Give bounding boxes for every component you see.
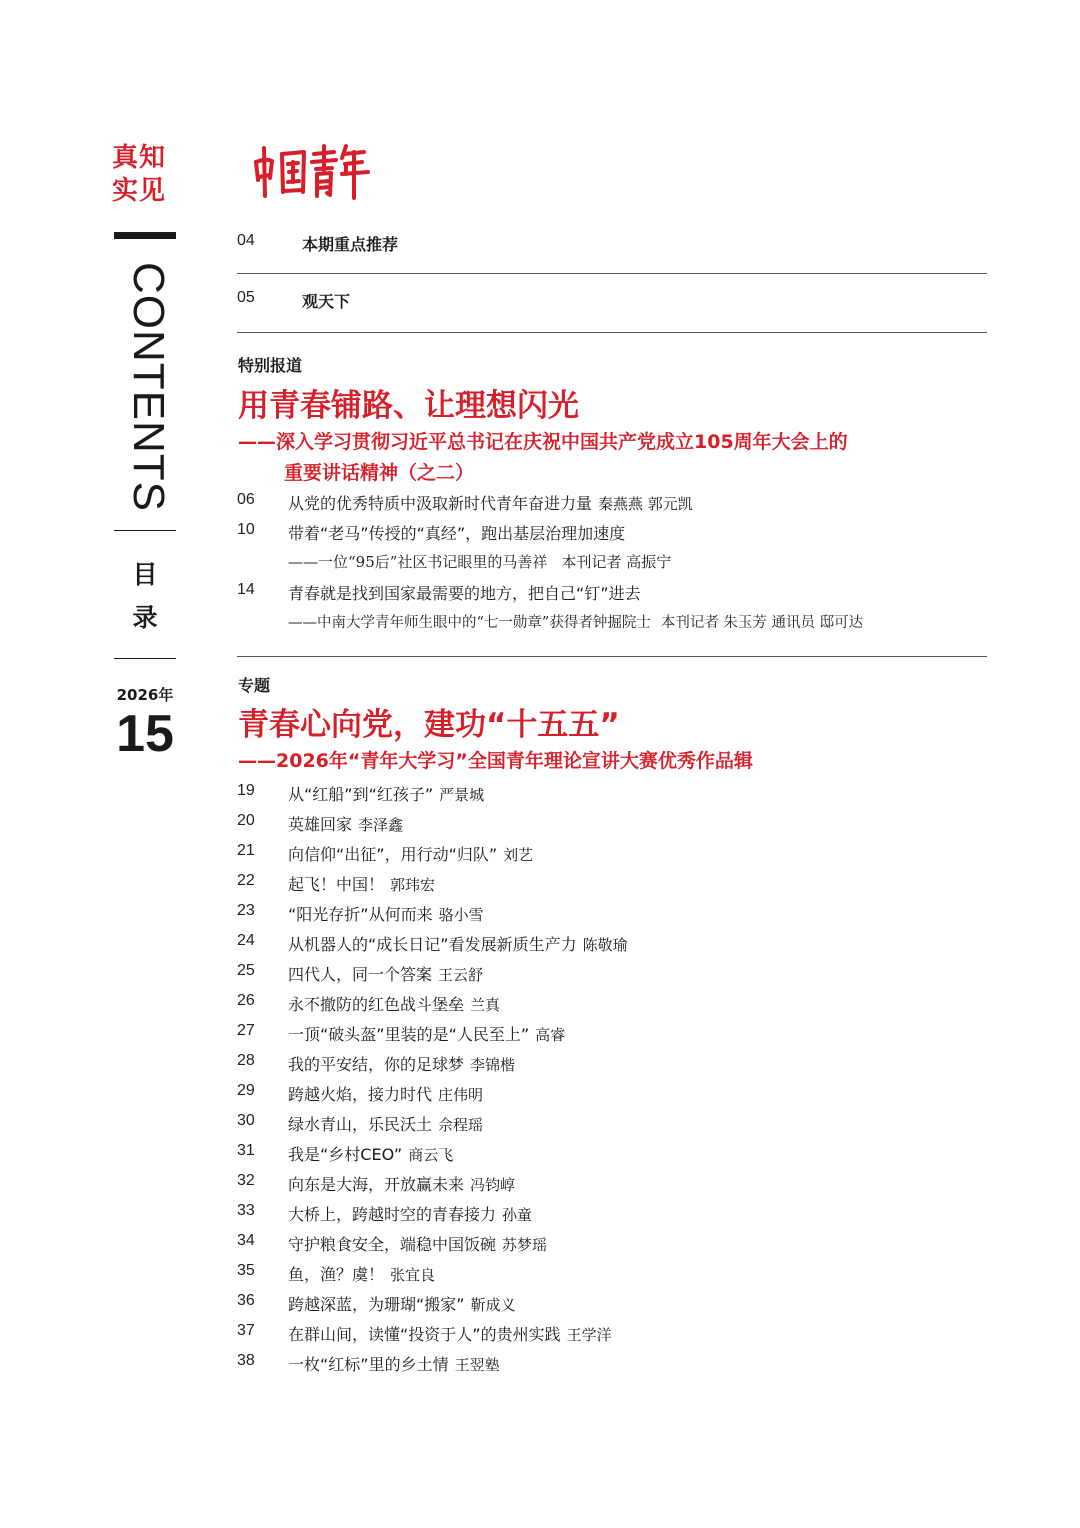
page-number: 27: [237, 1022, 255, 1039]
toc-entry-author: 李锦楷: [470, 1056, 516, 1074]
page-number: 31: [237, 1142, 255, 1159]
toc-entry[interactable]: [288, 872, 435, 895]
toc-entry[interactable]: [288, 992, 500, 1015]
toc-entry-title: 跨越火焰，接力时代: [288, 1085, 433, 1104]
toc-entry-title: 从“红船”到“红孩子”: [288, 785, 434, 804]
mulu-char-2: 录: [132, 603, 158, 632]
toc-entry[interactable]: [288, 1232, 547, 1255]
toc-entry-title[interactable]: 本期重点推荐: [302, 235, 399, 254]
toc-entry[interactable]: [288, 1142, 453, 1165]
toc-entry-title: 从机器人的“成长日记”看发展新质生产力: [288, 935, 577, 954]
mulu-char-1: 目: [132, 560, 158, 589]
toc-entry-title: 在群山间，读懂“投资于人”的贵州实践: [288, 1325, 561, 1344]
issue-year: 2026年: [116, 686, 174, 704]
page-number: 05: [237, 289, 255, 306]
toc-entry-title: 我是“乡村CEO”: [288, 1145, 403, 1164]
toc-entry-author: 骆小雪: [438, 906, 484, 924]
toc-entry-title: 四代人，同一个答案: [288, 965, 433, 984]
toc-entry[interactable]: [288, 1262, 435, 1285]
toc-entry[interactable]: [288, 521, 625, 544]
toc-entry[interactable]: [288, 1352, 500, 1375]
toc-entry-author: 李泽鑫: [358, 816, 404, 834]
divider: [237, 656, 987, 657]
toc-entry-title[interactable]: 观天下: [302, 292, 351, 311]
toc-entry-title: 大桥上，跨越时空的青春接力: [288, 1205, 497, 1224]
toc-entry-title: 向东是大海，开放赢未来: [288, 1175, 465, 1194]
toc-entry-title: 绿水青山，乐民沃土: [288, 1115, 433, 1134]
toc-entry-author: 佘程瑶: [438, 1116, 484, 1134]
page-number: 25: [237, 962, 255, 979]
slogan-line2: 实见: [112, 176, 167, 206]
toc-entry-author: 孙童: [502, 1206, 533, 1224]
toc-entry-subtitle: ——一位“95后”社区书记眼里的马善祥 本刊记者 高振宁: [288, 553, 672, 571]
toc-entry[interactable]: [288, 491, 693, 514]
toc-entry-author: 本刊记者 朱玉芳 通讯员 邸可达: [660, 615, 864, 631]
section-label: 特别报道: [238, 356, 303, 375]
page-number: 10: [237, 521, 255, 538]
svg-text:中国青年: 中国青年: [250, 140, 254, 141]
divider: [114, 658, 176, 659]
toc-entry-author: 苏梦瑶: [502, 1236, 548, 1254]
toc-entry[interactable]: [288, 1292, 516, 1315]
page-number: 26: [237, 992, 255, 1009]
toc-entry-author: 张宜良: [390, 1266, 436, 1284]
toc-entry-author: 严景城: [439, 786, 485, 804]
page-number: 19: [237, 782, 255, 799]
toc-entry-subtitle: ——中南大学青年师生眼中的“七一勋章”获得者钟掘院士 本刊记者 朱玉芳 通讯员 邸可达: [288, 615, 864, 631]
section-label: 专题: [238, 676, 271, 695]
toc-entry-author: 王翌塾: [454, 1356, 500, 1374]
toc-entry-title: 跨越深蓝，为珊瑚“搬家”: [288, 1295, 465, 1314]
feature-subtitle-cont: 重要讲话精神（之二）: [284, 462, 475, 484]
divider-bar: [114, 232, 176, 239]
toc-entry-author: 商云飞: [408, 1146, 454, 1164]
toc-entry-title: 带着“老马”传授的“真经”，跑出基层治理加速度: [288, 524, 626, 543]
toc-entry-title: 向信仰“出征”，用行动“归队”: [288, 845, 498, 864]
china-youth-logo: [250, 140, 370, 200]
toc-entry[interactable]: [288, 1112, 483, 1135]
toc-entry[interactable]: [288, 1202, 532, 1225]
toc-entry[interactable]: [288, 1052, 515, 1075]
toc-entry-title: “阳光存折”从何而来: [288, 905, 433, 924]
divider: [237, 332, 987, 333]
feature-headline[interactable]: 用青春铺路、让理想闪光: [238, 388, 579, 424]
page-number: 38: [237, 1352, 255, 1369]
page-number: 23: [237, 902, 255, 919]
toc-entry-title: 我的平安结，你的足球梦: [288, 1055, 465, 1074]
toc-entry-title: 鱼，渔？虞！: [288, 1265, 385, 1284]
contents-label: CONTENTS: [124, 262, 173, 512]
toc-entry-author: 秦燕燕 郭元凯: [598, 495, 693, 513]
page-number: 24: [237, 932, 255, 949]
toc-entry[interactable]: [288, 812, 403, 835]
issue-number: 15: [116, 705, 174, 763]
toc-entry[interactable]: [288, 782, 484, 805]
toc-entry-title: 守护粮食安全，端稳中国饭碗: [288, 1235, 497, 1254]
page-number: 30: [237, 1112, 255, 1129]
toc-entry-author: 刘艺: [503, 846, 534, 864]
page-number: 22: [237, 872, 255, 889]
page-number: 28: [237, 1052, 255, 1069]
page-number: 37: [237, 1322, 255, 1339]
toc-entry[interactable]: [288, 1022, 565, 1045]
toc-entry-title: 英雄回家: [288, 815, 353, 834]
toc-entry-author: 庄伟明: [438, 1086, 484, 1104]
toc-entry-title: 一枚“红标”里的乡土情: [288, 1355, 449, 1374]
page-number: 20: [237, 812, 255, 829]
toc-entry-title: 起飞！中国！: [288, 875, 385, 894]
toc-entry[interactable]: [288, 1082, 483, 1105]
divider: [237, 273, 987, 274]
toc-entry-author: 郭玮宏: [390, 876, 436, 894]
toc-entry-author: 王云舒: [438, 966, 484, 984]
toc-entry-author: 兰真: [470, 996, 501, 1014]
toc-entry-title: 永不撤防的红色战斗堡垒: [288, 995, 465, 1014]
toc-entry-author: 冯钧崞: [470, 1176, 516, 1194]
page-number: 04: [237, 232, 255, 249]
toc-entry-title: 青春就是找到国家最需要的地方，把自己“钉”进去: [288, 584, 641, 603]
page-number: 21: [237, 842, 255, 859]
topic-subtitle: ——2026年“青年大学习”全国青年理论宣讲大赛优秀作品辑: [238, 750, 753, 772]
toc-entry-title: 一顶“破头盔”里装的是“人民至上”: [288, 1025, 530, 1044]
page-number: 34: [237, 1232, 255, 1249]
toc-entry[interactable]: [288, 581, 641, 604]
page-number: 33: [237, 1202, 255, 1219]
toc-entry[interactable]: [288, 842, 533, 865]
toc-entry[interactable]: [288, 932, 628, 955]
page-number: 35: [237, 1262, 255, 1279]
divider: [114, 530, 176, 531]
toc-entry-author: 本刊记者 高振宁: [561, 553, 672, 571]
slogan-line1: 真知: [112, 143, 167, 173]
toc-entry[interactable]: [288, 1172, 515, 1195]
topic-headline[interactable]: 青春心向党，建功“十五五”: [238, 707, 620, 743]
page-number: 29: [237, 1082, 255, 1099]
toc-entry-author: 高睿: [535, 1026, 566, 1044]
toc-entry-author: 王学洋: [566, 1326, 612, 1344]
toc-entry[interactable]: [288, 962, 483, 985]
page-number: 14: [237, 581, 255, 598]
slogan: [112, 142, 182, 208]
toc-entry-author: 靳成义: [470, 1296, 516, 1314]
feature-subtitle: ——深入学习贯彻习近平总书记在庆祝中国共产党成立105周年大会上的: [238, 431, 848, 453]
toc-entry-author: 陈敬瑜: [582, 936, 628, 954]
page-number: 06: [237, 491, 255, 508]
toc-entry[interactable]: [288, 902, 484, 925]
page-number: 36: [237, 1292, 255, 1309]
toc-entry-title: 从党的优秀特质中汲取新时代青年奋进力量: [288, 494, 593, 513]
toc-entry[interactable]: [288, 1322, 612, 1345]
page-number: 32: [237, 1172, 255, 1189]
